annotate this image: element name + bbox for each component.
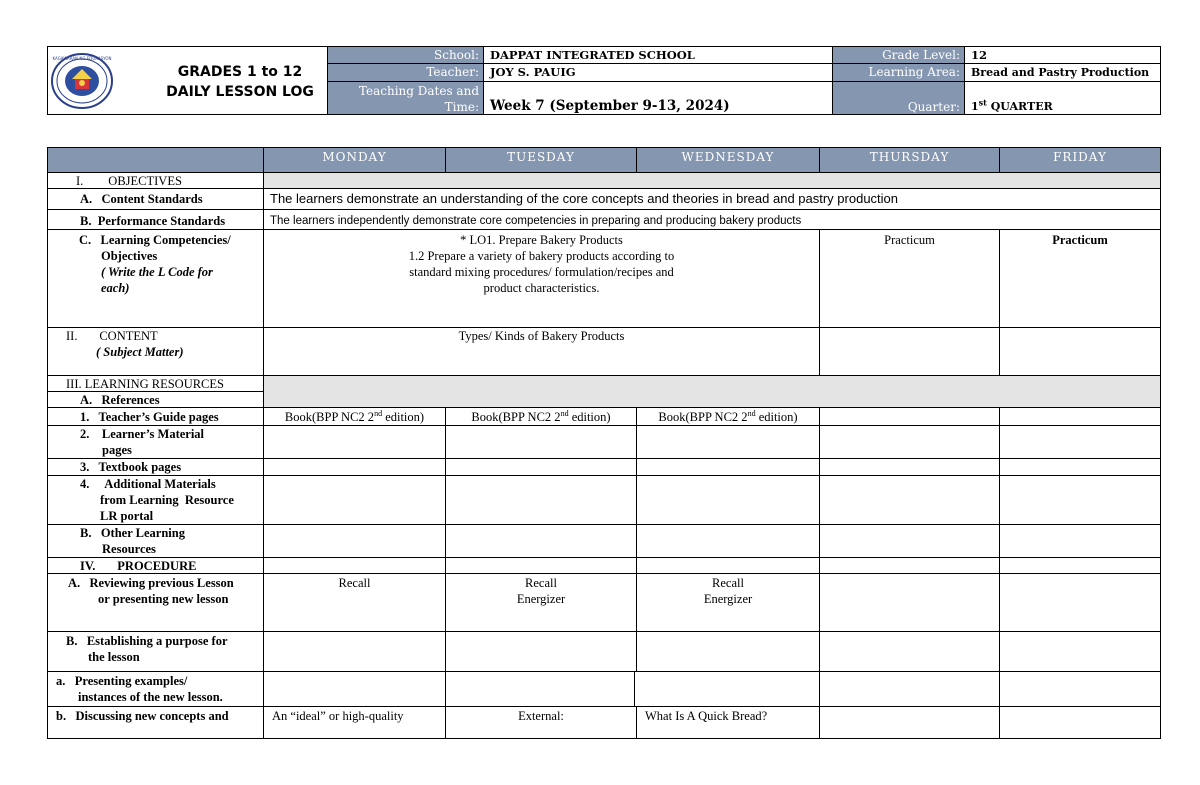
references-label: A. References [47,391,264,408]
content-label: II. CONTENT ( Subject Matter) [47,327,264,376]
quarter-value: 1st QUARTER [964,81,1161,115]
performance-standards-label: B. Performance Standards [47,209,264,230]
day-header-monday: MONDAY [263,147,446,173]
reviewing-friday [999,573,1161,632]
teaching-dates-value: Week 7 (September 9-13, 2024) [483,81,833,115]
content-standards-value: The learners demonstrate an understanding of the core concepts and theories in bread and pastry production [263,188,1161,210]
examples-monday [263,671,446,707]
additional-materials-tuesday [445,475,637,525]
examples-friday [999,671,1161,707]
learning-area-label: Learning Area: [832,63,965,82]
procedure-thursday [819,557,1000,574]
other-resources-monday [263,524,446,558]
performance-standards-value: The learners independently demonstrate core competencies in preparing and producing bakery products [263,209,1161,230]
content-thursday [819,327,1000,376]
purpose-wednesday [636,631,820,672]
learners-material-wednesday [636,425,820,459]
day-header-wednesday: WEDNESDAY [636,147,820,173]
teacher-label: Teacher: [327,63,484,82]
reviewing-lesson-label: A. Reviewing previous Lesson or presenting new lesson [47,573,264,632]
procedure-monday [263,557,446,574]
procedure-friday [999,557,1161,574]
teachers-guide-monday: Book(BPP NC2 2nd edition) [263,407,446,426]
reviewing-thursday [819,573,1000,632]
discussing-wednesday: What Is A Quick Bread? [636,706,820,739]
content-friday [999,327,1161,376]
discussing-thursday [819,706,1000,739]
day-header-tuesday: TUESDAY [445,147,637,173]
reviewing-tuesday: Recall Energizer [445,573,637,632]
objectives-section-fill [263,172,1161,189]
school-value: DAPPAT INTEGRATED SCHOOL [483,46,833,64]
learning-competencies-label: C. Learning Competencies/ Objectives ( Write the L Code for each) [47,229,264,328]
purpose-tuesday [445,631,637,672]
purpose-friday [999,631,1161,672]
teaching-dates-label: Teaching Dates and Time: [327,81,484,115]
teachers-guide-wednesday: Book(BPP NC2 2nd edition) [636,407,820,426]
page-title: GRADES 1 to 12 DAILY LESSON LOG [166,64,314,100]
purpose-thursday [819,631,1000,672]
additional-materials-monday [263,475,446,525]
svg-text:KAGAWARAN NG EDUKASYON: KAGAWARAN NG EDUKASYON [52,56,112,61]
learning-resources-fill [263,375,1161,408]
learning-competencies-value: * LO1. Prepare Bakery Products 1.2 Prepare a variety of bakery products according to standard mixing procedures/ formulation/recipes and product characteristics. [263,229,820,328]
content-value: Types/ Kinds of Bakery Products [263,327,820,376]
additional-materials-wednesday [636,475,820,525]
additional-materials-label: 4. Additional Materials from Learning Resource LR portal [47,475,264,525]
grade-level-label: Grade Level: [832,46,965,64]
learners-material-label: 2. Learner’s Material pages [47,425,264,459]
teachers-guide-friday [999,407,1161,426]
teachers-guide-label: 1. Teacher’s Guide pages [47,407,264,426]
corner-header [47,147,264,173]
textbook-monday [263,458,446,476]
textbook-pages-label: 3. Textbook pages [47,458,264,476]
teachers-guide-tuesday: Book(BPP NC2 2nd edition) [445,407,637,426]
content-standards-label: A. Content Standards [47,188,264,210]
examples-thursday [819,671,1000,707]
examples-tuesday [445,671,635,707]
other-learning-resources-label: B. Other Learning Resources [47,524,264,558]
teacher-value: JOY S. PAUIG [483,63,833,82]
discussing-tuesday: External: [445,706,637,739]
other-resources-thursday [819,524,1000,558]
textbook-wednesday [636,458,820,476]
procedure-wednesday [636,557,820,574]
teachers-guide-thursday [819,407,1000,426]
other-resources-wednesday [636,524,820,558]
learners-material-friday [999,425,1161,459]
objectives-section-label: I. OBJECTIVES [47,172,264,189]
learning-area-value: Bread and Pastry Production [964,63,1161,82]
other-resources-friday [999,524,1161,558]
learning-resources-label: III. LEARNING RESOURCES [47,375,264,392]
learners-material-tuesday [445,425,637,459]
discussing-friday [999,706,1161,739]
presenting-examples-label: a. Presenting examples/ instances of the new lesson. [47,671,264,707]
procedure-tuesday [445,557,637,574]
establishing-purpose-label: B. Establishing a purpose for the lesson [47,631,264,672]
reviewing-wednesday: Recall Energizer [636,573,820,632]
learners-material-monday [263,425,446,459]
day-header-friday: FRIDAY [999,147,1161,173]
additional-materials-thursday [819,475,1000,525]
textbook-tuesday [445,458,637,476]
additional-materials-friday [999,475,1161,525]
grade-level-value: 12 [964,46,1161,64]
discussing-concepts-label: b. Discussing new concepts and [47,706,264,739]
textbook-thursday [819,458,1000,476]
discussing-monday: An “ideal” or high-quality [263,706,446,739]
competencies-friday: Practicum [999,229,1161,328]
reviewing-monday: Recall [263,573,446,632]
competencies-thursday: Practicum [819,229,1000,328]
school-label: School: [327,46,484,64]
examples-wednesday [634,671,820,707]
purpose-monday [263,631,446,672]
other-resources-tuesday [445,524,637,558]
textbook-friday [999,458,1161,476]
deped-seal-icon [50,52,114,110]
day-header-thursday: THURSDAY [819,147,1000,173]
procedure-section-label: IV. PROCEDURE [47,557,264,574]
learners-material-thursday [819,425,1000,459]
quarter-label: Quarter: [832,81,965,115]
